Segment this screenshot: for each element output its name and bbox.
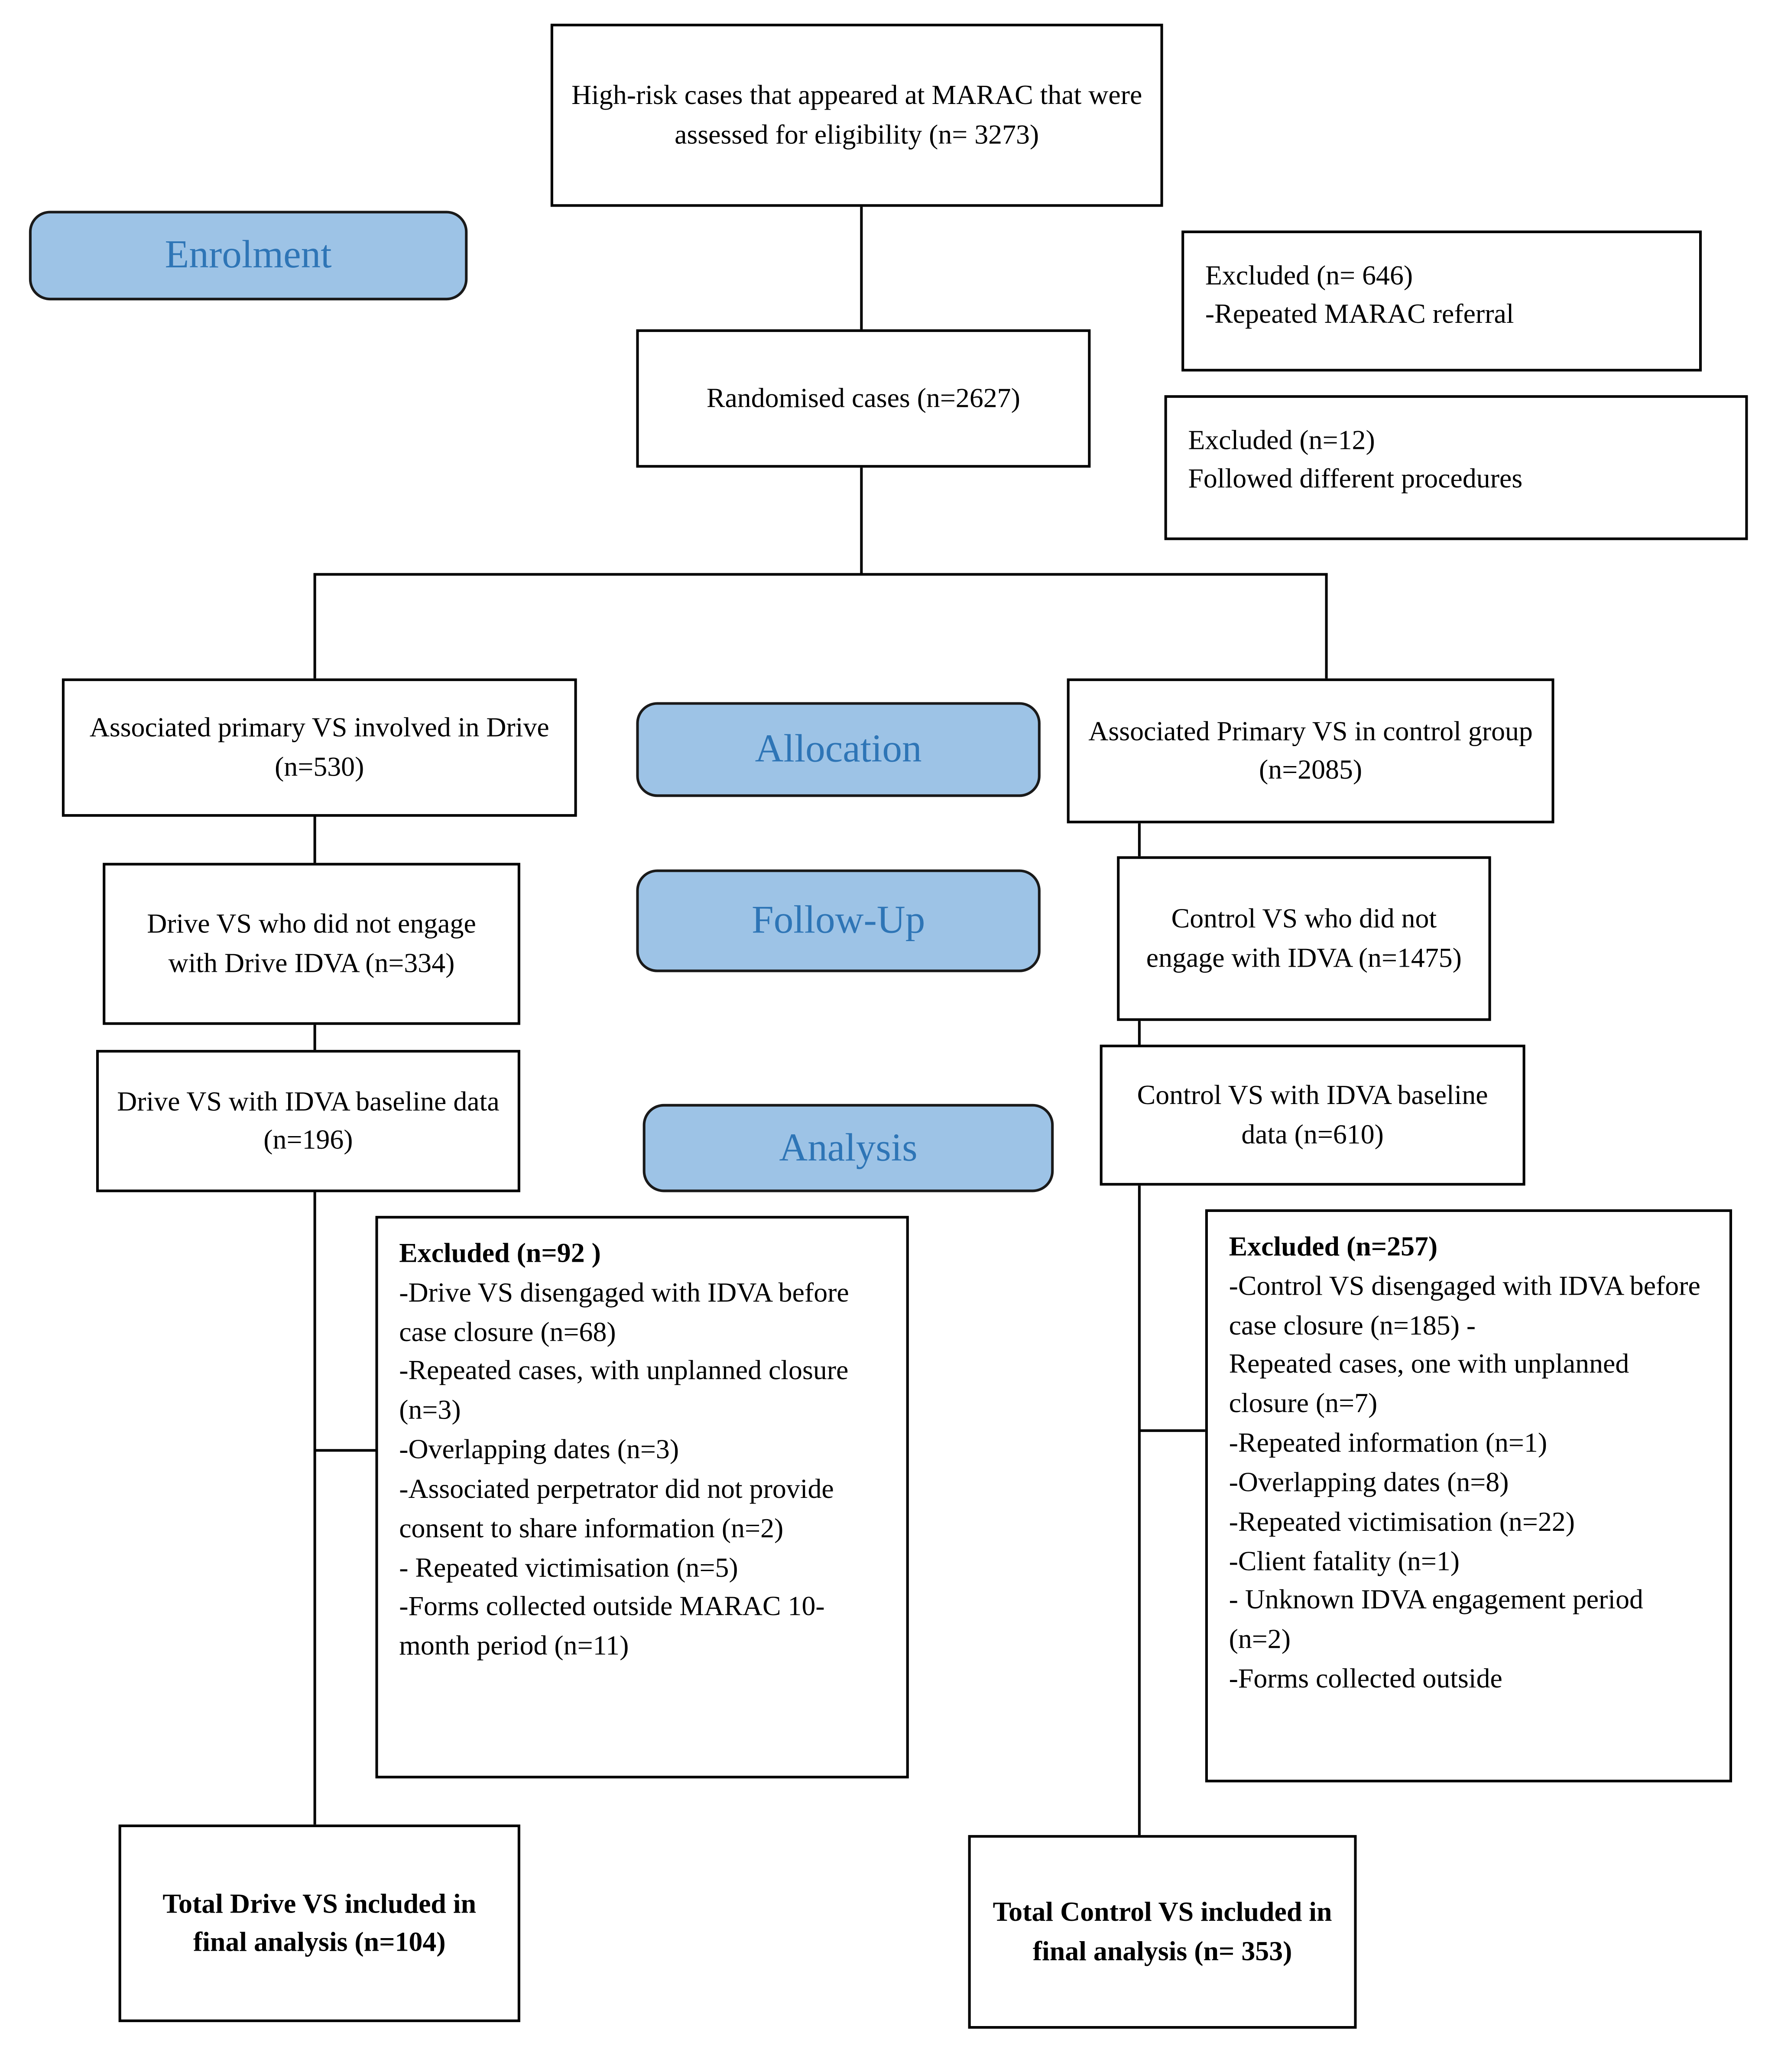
control-excluded-item: -Repeated victimisation (n=22) (1229, 1505, 1575, 1537)
randomised-text: Randomised cases (n=2627) (706, 382, 1020, 414)
control-excluded-item: -Client fatality (n=1) (1229, 1544, 1460, 1576)
control-total-text: Total Control VS included in final analysis (n= 353) (993, 1896, 1332, 1966)
connector-drive-alloc-followup (314, 817, 316, 863)
eligibility-text: High-risk cases that appeared at MARAC that were assessed for eligibility (n= 3273) (571, 79, 1142, 150)
drive-excluded-item: -Drive VS disengaged with IDVA before case closure (n=68) (399, 1276, 849, 1348)
excluded-646-line2: -Repeated MARAC referral (1205, 298, 1514, 330)
stage-enrolment (29, 211, 467, 300)
drive-allocated-box (62, 679, 577, 817)
stage-followup-label: Follow-Up (751, 898, 925, 942)
excluded-12-line2: Followed different procedures (1188, 463, 1523, 495)
connector-control-followup-analysis (1138, 1021, 1141, 1045)
excluded-12-line1: Excluded (n=12) (1188, 424, 1375, 456)
drive-excluded-item: -Repeated cases, with unplanned closure (n=3) (399, 1354, 849, 1426)
connector-branch-left (314, 573, 316, 679)
control-no-engage-box (1117, 856, 1491, 1021)
drive-excluded-item: - Repeated victimisation (n=5) (399, 1551, 738, 1583)
drive-excluded-item: -Overlapping dates (n=3) (399, 1433, 679, 1465)
connector-control-analysis-total (1138, 1185, 1141, 1835)
control-excluded-box (1205, 1209, 1732, 1783)
stage-enrolment-label: Enrolment (165, 233, 332, 277)
randomised-box (636, 329, 1090, 468)
connector-randomised-branch (860, 468, 863, 574)
excluded-646-box (1181, 231, 1702, 371)
control-allocated-box (1067, 679, 1554, 823)
stage-analysis (643, 1104, 1054, 1192)
connector-control-excluded-stub (1139, 1429, 1205, 1432)
excluded-646-line1: Excluded (n= 646) (1205, 259, 1413, 291)
control-baseline-box (1100, 1045, 1525, 1185)
stage-allocation-label: Allocation (755, 727, 922, 771)
drive-allocated-text: Associated primary VS involved in Drive (n=530) (89, 711, 549, 782)
connector-drive-analysis-total (314, 1192, 316, 1824)
control-excluded-item: -Control VS disengaged with IDVA before case closure (n=185) - (1229, 1270, 1700, 1341)
stage-analysis-label: Analysis (779, 1125, 918, 1169)
eligibility-box (551, 24, 1163, 207)
excluded-12-box (1165, 395, 1748, 540)
stage-followup (636, 870, 1040, 972)
connector-branch-horizontal (314, 573, 1328, 576)
control-baseline-text: Control VS with IDVA baseline data (n=610) (1137, 1079, 1488, 1150)
drive-excluded-box (375, 1216, 908, 1778)
control-excluded-item: -Forms collected outside (1229, 1662, 1502, 1694)
drive-no-engage-box (103, 863, 520, 1025)
drive-no-engage-text: Drive VS who did not engage with Drive IDVA (n=334) (147, 908, 476, 978)
drive-excluded-item: -Associated perpetrator did not provide consent to share information (n=2) (399, 1472, 834, 1544)
control-excluded-item: Repeated cases, one with unplanned closure (n=7) (1229, 1348, 1629, 1419)
drive-excluded-title: Excluded (n=92 ) (399, 1237, 601, 1269)
stage-allocation (636, 702, 1040, 797)
connector-eligibility-randomised (860, 207, 863, 329)
drive-baseline-box (96, 1050, 520, 1192)
connector-control-alloc-followup (1138, 823, 1141, 856)
drive-total-text: Total Drive VS included in final analysis (n=104) (162, 1887, 477, 1958)
control-excluded-title: Excluded (n=257) (1229, 1230, 1438, 1262)
control-total-box (968, 1835, 1357, 2029)
control-excluded-item: - Unknown IDVA engagement period (n=2) (1229, 1584, 1643, 1655)
connector-branch-right (1325, 573, 1328, 679)
control-excluded-item: -Overlapping dates (n=8) (1229, 1466, 1509, 1498)
connector-drive-excluded-stub (315, 1449, 376, 1452)
drive-baseline-text: Drive VS with IDVA baseline data (n=196) (117, 1085, 500, 1156)
drive-total-box (119, 1825, 520, 2022)
connector-drive-followup-analysis (314, 1025, 316, 1050)
control-excluded-item: -Repeated information (n=1) (1229, 1426, 1548, 1458)
control-allocated-text: Associated Primary VS in control group (n=2085) (1088, 714, 1533, 786)
control-no-engage-text: Control VS who did not engage with IDVA (n=1475) (1146, 902, 1462, 973)
drive-excluded-item: -Forms collected outside MARAC 10-month period (n=11) (399, 1590, 825, 1662)
